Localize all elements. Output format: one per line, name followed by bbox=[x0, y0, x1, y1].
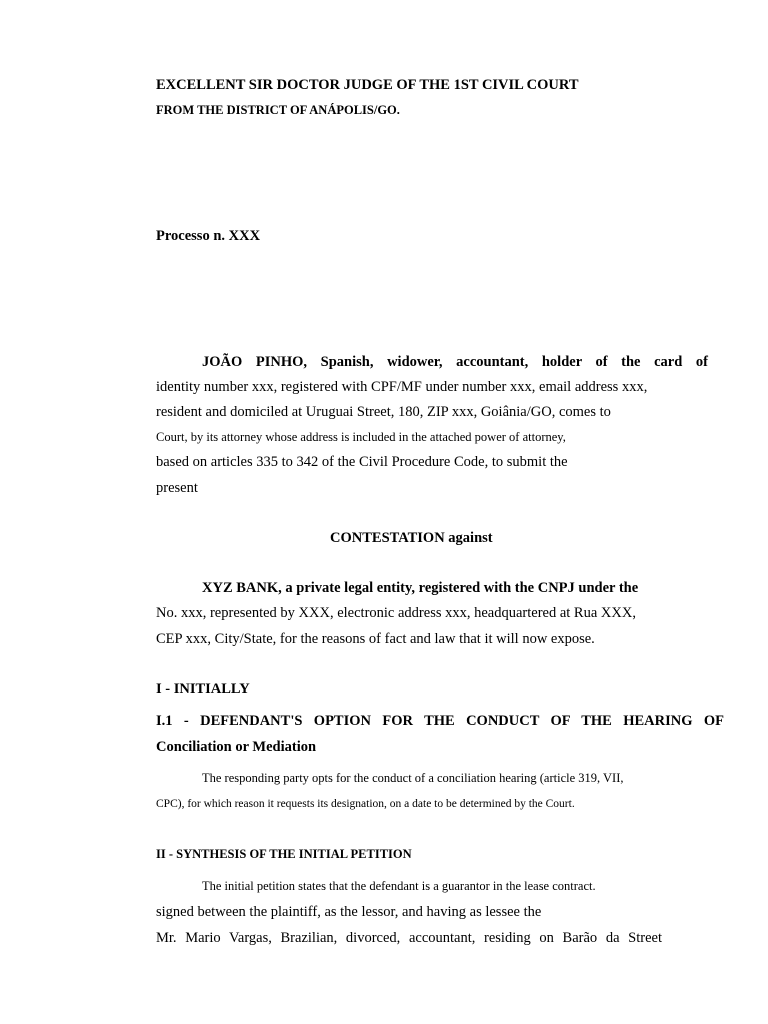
plaintiff-line-6: present bbox=[156, 480, 198, 496]
defendant-line-2: No. xxx, represented by XXX, electronic address xxx, headquartered at Rua XXX, bbox=[156, 605, 636, 621]
defendant-line-1: XYZ BANK, a private legal entity, registered with the CNPJ under the bbox=[202, 580, 639, 596]
defendant-line-3: CEP xxx, City/State, for the reasons of fact and law that it will now expose. bbox=[156, 631, 595, 647]
plaintiff-line-4: Court, by its attorney whose address is included in the attached power of attorney, bbox=[156, 430, 566, 444]
contestation-title: CONTESTATION against bbox=[330, 530, 493, 546]
section-2-line-1: The initial petition states that the defendant is a guarantor in the lease contract. bbox=[202, 879, 596, 893]
section-1-heading: I - INITIALLY bbox=[156, 681, 250, 697]
plaintiff-line-5: based on articles 335 to 342 of the Civil Procedure Code, to submit the bbox=[156, 454, 568, 470]
court-address-line-2: FROM THE DISTRICT OF ANÁPOLIS/GO. bbox=[156, 103, 400, 117]
section-1-body-line-1: The responding party opts for the conduct of a conciliation hearing (article 319, VII, bbox=[202, 771, 624, 785]
plaintiff-line-3: resident and domiciled at Uruguai Street, 180, ZIP xxx, Goiânia/GO, comes to bbox=[156, 404, 611, 420]
plaintiff-line-1: JOÃO PINHO, Spanish, widower, accountant, holder of the card of bbox=[202, 354, 708, 370]
section-1-body-line-2: CPC), for which reason it requests its designation, on a date to be determined by the Court. bbox=[156, 798, 575, 810]
section-2-heading: II - SYNTHESIS OF THE INITIAL PETITION bbox=[156, 847, 412, 861]
section-1-1-heading-line-1: I.1 - DEFENDANT'S OPTION FOR THE CONDUCT OF THE HEARING OF bbox=[156, 713, 724, 729]
section-2-line-3: Mr. Mario Vargas, Brazilian, divorced, accountant, residing on Barão da Street bbox=[156, 930, 662, 946]
section-2-line-2: signed between the plaintiff, as the lessor, and having as lessee the bbox=[156, 904, 542, 920]
section-1-1-heading-line-2: Conciliation or Mediation bbox=[156, 739, 317, 755]
process-number: Processo n. XXX bbox=[156, 228, 261, 244]
court-address-line-1: EXCELLENT SIR DOCTOR JUDGE OF THE 1ST CIVIL COURT bbox=[156, 77, 579, 93]
plaintiff-line-2: identity number xxx, registered with CPF/MF under number xxx, email address xxx, bbox=[156, 379, 648, 395]
